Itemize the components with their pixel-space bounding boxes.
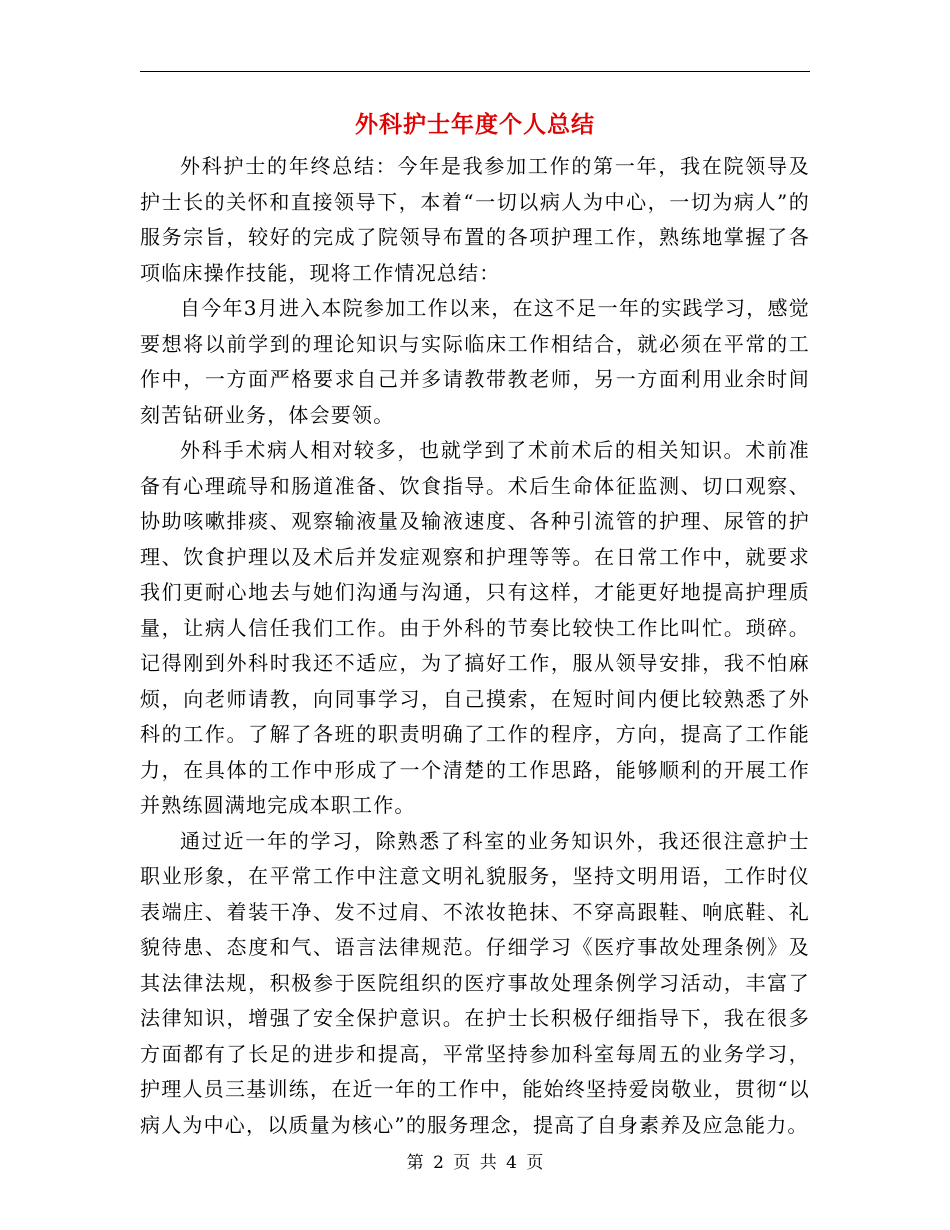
page-number: 第 2 页 共 4 页 <box>406 1153 544 1173</box>
paragraph-surgery-care: 外科手术病人相对较多，也就学到了术前术后的相关知识。术前准备有心理疏导和肠道准备、饮食指导。术后生命体征监测、切口观察、协助咳嗽排痰、观察输液量及输液速度、各种引流管的护理、尿管的护理、饮食护理以及术后并发症观察和护理等等。在日常工作中，就要求我们更耐心地去与她们沟通与沟通，只有这样，才能更好地提高护理质量，让病人信任我们工作。由于外科的节奏比较快工作比叫忙。琐碎。记得刚到外科时我还不适应，为了搞好工作，服从领导安排，我不怕麻烦，向老师请教，向同事学习，自己摸索，在短时间内便比较熟悉了外科的工作。了解了各班的职责明确了工作的程序，方向，提高了工作能力，在具体的工作中形成了一个清楚的工作思路，能够顺利的开展工作并熟练圆满地完成本职工作。 <box>140 438 810 817</box>
header-rule <box>140 71 810 72</box>
document-title: 外科护士年度个人总结 <box>355 111 595 138</box>
paragraph-study: 自今年3月进入本院参加工作以来，在这不足一年的实践学习，感觉要想将以前学到的理论知识与实际临床工作相结合，就必须在平常的工作中，一方面严格要求自己并多请教带教老师，另一方面利用业余时间刻苦钻研业务，体会要领。 <box>140 296 810 427</box>
document-body <box>140 149 810 1143</box>
paragraph-intro: 外科护士的年终总结：今年是我参加工作的第一年，我在院领导及护士长的关怀和直接领导下，本着“一切以病人为中心，一切为病人”的服务宗旨，较好的完成了院领导布置的各项护理工作，熟练地掌握了各项临床操作技能，现将工作情况总结： <box>140 154 810 285</box>
paragraph-professional-image: 通过近一年的学习，除熟悉了科室的业务知识外，我还很注意护士职业形象，在平常工作中注意文明礼貌服务，坚持文明用语，工作时仪表端庄、着装干净、发不过肩、不浓妆艳抹、不穿高跟鞋、响底鞋、礼貌待患、态度和气、语言法律规范。仔细学习《医疗事故处理条例》及其法律法规，积极参于医院组织的医疗事故处理条例学习活动，丰富了法律知识，增强了安全保护意识。在护士长积极仔细指导下，我在很多方面都有了长足的进步和提高，平常坚持参加科室每周五的业务学习，护理人员三基训练，在近一年的工作中，能始终坚持爱岗敬业，贯彻“以病人为中心，以质量为核心”的服务理念，提高了自身素养及应急能力。 <box>140 828 810 1137</box>
